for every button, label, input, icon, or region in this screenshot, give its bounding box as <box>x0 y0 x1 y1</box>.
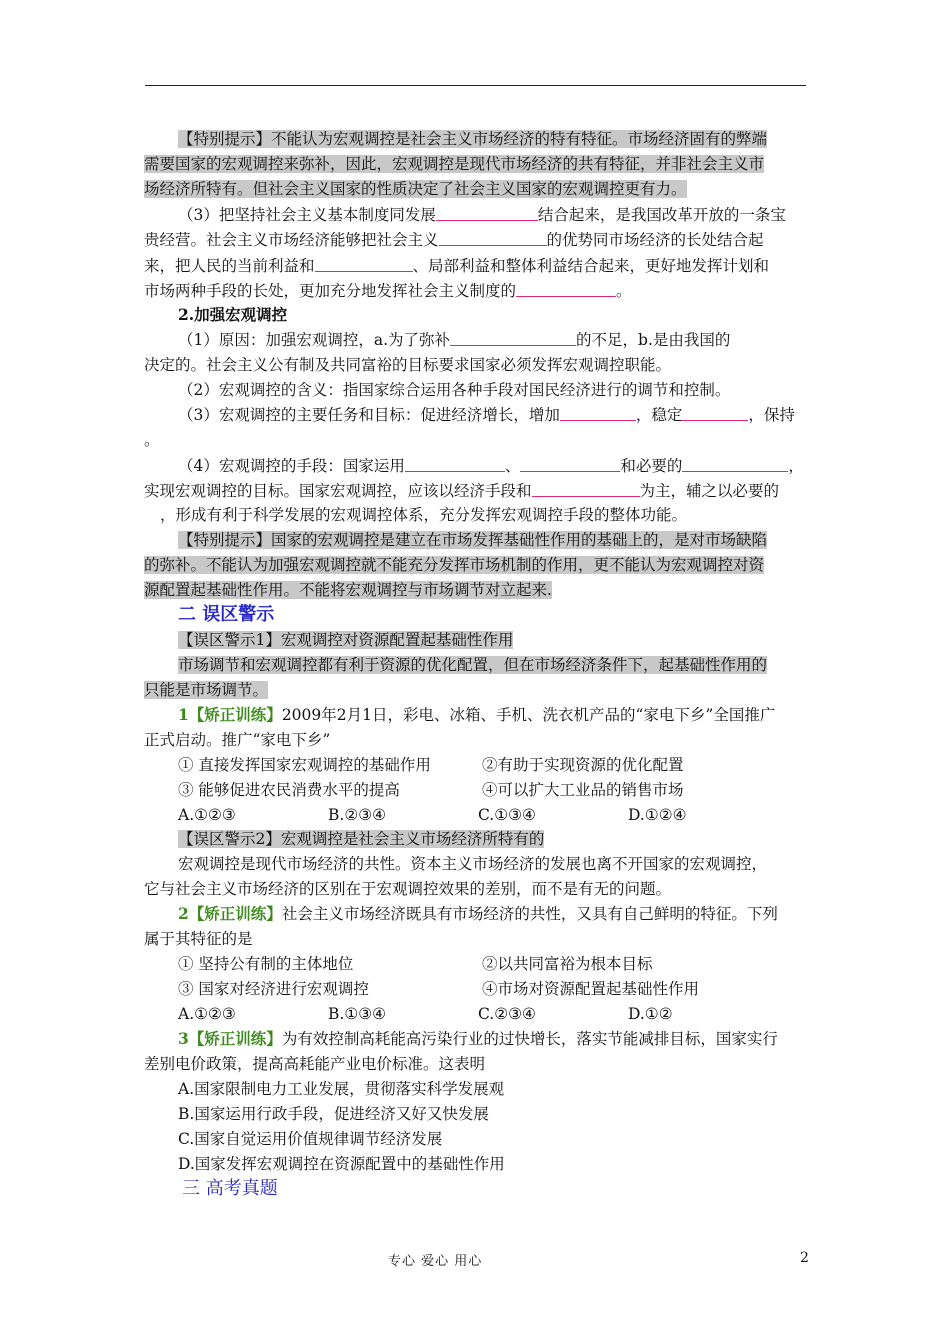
item1-line-1: （1）原因：加强宏观调控，a.为了弥补 的不足，b.是由我国的 <box>178 331 731 349</box>
para3-line-2: 贵经营。社会主义市场经济能够把社会主义 的优势同市场经济的长处结合起 <box>144 231 764 249</box>
para3-line-3: 来，把人民的当前利益和 、局部利益和整体利益结合起来，更好地发挥计划和 <box>144 257 770 275</box>
section-heading-misconceptions: 二 误区警示 <box>178 604 275 625</box>
fill-blank[interactable] <box>439 230 547 246</box>
item3-line-2: 。 <box>144 431 160 449</box>
footer-motto: 专心 爱心 用心 <box>388 1254 483 1269</box>
tip2-line-2: 的弥补。不能认为加强宏观调控就不能充分发挥市场机制的作用，更不能认为宏观调控对资 <box>144 556 765 574</box>
q2-choice-a[interactable]: A.①②③ <box>178 1005 236 1023</box>
warning1-title: 【误区警示1】宏观调控对资源配置起基础性作用 <box>178 631 514 649</box>
tip1-line-2: 需要国家的宏观调控来弥补，因此，宏观调控是现代市场经济的共有特征，并非社会主义市 <box>144 155 765 173</box>
fill-blank[interactable] <box>682 456 788 472</box>
warning1-line-2: 只能是市场调节。 <box>144 681 269 699</box>
q3-stem-line-1: 3【矫正训练】为有效控制高耗能高污染行业的过快增长，落实节能减排目标，国家实行 <box>178 1029 778 1048</box>
q3-choice-d[interactable]: D.国家发挥宏观调控在资源配置中的基础性作用 <box>178 1155 505 1173</box>
item1-line-2: 决定的。社会主义公有制及共同富裕的目标要求国家必须发挥宏观调控职能。 <box>144 356 672 374</box>
q2-option-4: ④市场对资源配置起基础性作用 <box>482 980 700 998</box>
item3-line-1: （3）宏观调控的主要任务和目标：促进经济增长，增加 ，稳定 ，保持 <box>178 406 795 424</box>
tip1-line-3: 场经济所特有。但社会主义国家的性质决定了社会主义国家的宏观调控更有力。 <box>144 180 687 198</box>
tip2-line-3: 源配置起基础性作用。不能将宏观调控与市场调节对立起来. <box>144 581 552 599</box>
q1-option-4: ④可以扩大工业品的销售市场 <box>482 781 684 799</box>
fill-blank[interactable] <box>315 256 413 272</box>
item4-line-2: 实现宏观调控的目标。国家宏观调控，应该以经济手段和 为主，辅之以必要的 <box>144 482 780 500</box>
q2-stem-line-2: 属于其特征的是 <box>144 930 253 948</box>
q1-choice-c[interactable]: C.①③④ <box>478 806 536 824</box>
warning2-title: 【误区警示2】宏观调控是社会主义市场经济所特有的 <box>178 830 545 848</box>
fill-blank[interactable] <box>520 456 620 472</box>
header-rule <box>145 85 806 86</box>
q2-choice-d[interactable]: D.①② <box>628 1005 673 1023</box>
warning1-line-1: 市场调节和宏观调控都有利于资源的优化配置，但在市场经济条件下，起基础性作用的 <box>178 656 768 674</box>
q2-option-1: ① 坚持公有制的主体地位 <box>178 955 354 973</box>
q2-choice-b[interactable]: B.①③④ <box>328 1005 387 1023</box>
fill-blank[interactable] <box>436 205 538 221</box>
q1-choice-b[interactable]: B.②③④ <box>328 806 387 824</box>
tip2-line-1: 【特别提示】国家的宏观调控是建立在市场发挥基础性作用的基础上的，是对市场缺陷 <box>178 531 768 549</box>
item2-line: （2）宏观调控的含义：指国家综合运用各种手段对国民经济进行的调节和控制。 <box>178 381 731 399</box>
fill-blank[interactable] <box>532 481 640 497</box>
q2-choice-c[interactable]: C.②③④ <box>478 1005 536 1023</box>
fill-blank[interactable] <box>450 330 576 346</box>
q1-stem-line-1: 1【矫正训练】2009年2月1日，彩电、冰箱、手机、洗衣机产品的“家电下乡”全国推广 <box>178 705 776 724</box>
q1-choice-a[interactable]: A.①②③ <box>178 806 236 824</box>
fill-blank[interactable] <box>560 405 636 421</box>
subheading-strengthen-macro-control: 2.加强宏观调控 <box>178 305 288 324</box>
q1-choice-d[interactable]: D.①②④ <box>628 806 687 824</box>
para3-line-1: （3）把坚持社会主义基本制度同发展 结合起来，是我国改革开放的一条宝 <box>178 206 786 224</box>
item4-line-1: （4）宏观调控的手段：国家运用 、 和必要的 ， <box>178 457 804 475</box>
fill-blank[interactable] <box>516 281 616 297</box>
page-number: 2 <box>800 1250 809 1266</box>
q1-option-2: ②有助于实现资源的优化配置 <box>482 756 684 774</box>
q3-choice-a[interactable]: A.国家限制电力工业发展，贯彻落实科学发展观 <box>178 1080 505 1098</box>
warning2-line-2: 它与社会主义市场经济的区别在于宏观调控效果的差别，而不是有无的问题。 <box>144 880 672 898</box>
q3-choice-c[interactable]: C.国家自觉运用价值规律调节经济发展 <box>178 1130 443 1148</box>
para3-line-4: 市场两种手段的长处，更加充分地发挥社会主义制度的 。 <box>144 282 632 300</box>
q2-option-2: ②以共同富裕为根本目标 <box>482 955 653 973</box>
q1-stem-line-2: 正式启动。推广“家电下乡” <box>144 731 331 749</box>
q1-option-3: ③ 能够促进农民消费水平的提高 <box>178 781 400 799</box>
fill-blank[interactable] <box>405 456 505 472</box>
tip1-line-1: 【特别提示】不能认为宏观调控是社会主义市场经济的特有特征。市场经济固有的弊端 <box>178 130 768 148</box>
q2-option-3: ③ 国家对经济进行宏观调控 <box>178 980 369 998</box>
fill-blank[interactable] <box>144 506 160 521</box>
q3-choice-b[interactable]: B.国家运用行政手段，促进经济又好又快发展 <box>178 1105 489 1123</box>
q1-option-1: ① 直接发挥国家宏观调控的基础作用 <box>178 756 431 774</box>
q2-stem-line-1: 2【矫正训练】社会主义市场经济既具有市场经济的共性，又具有自己鲜明的特征。下列 <box>178 904 778 923</box>
q3-stem-line-2: 差别电价政策，提高高耗能产业电价标准。这表明 <box>144 1055 486 1073</box>
warning2-line-1: 宏观调控是现代市场经济的共性。资本主义市场经济的发展也离不开国家的宏观调控， <box>178 855 768 873</box>
item4-line-3: ，形成有利于科学发展的宏观调控体系，充分发挥宏观调控手段的整体功能。 <box>144 505 687 525</box>
fill-blank[interactable] <box>682 405 748 421</box>
section-heading-exam-questions: 三 高考真题 <box>182 1178 278 1199</box>
